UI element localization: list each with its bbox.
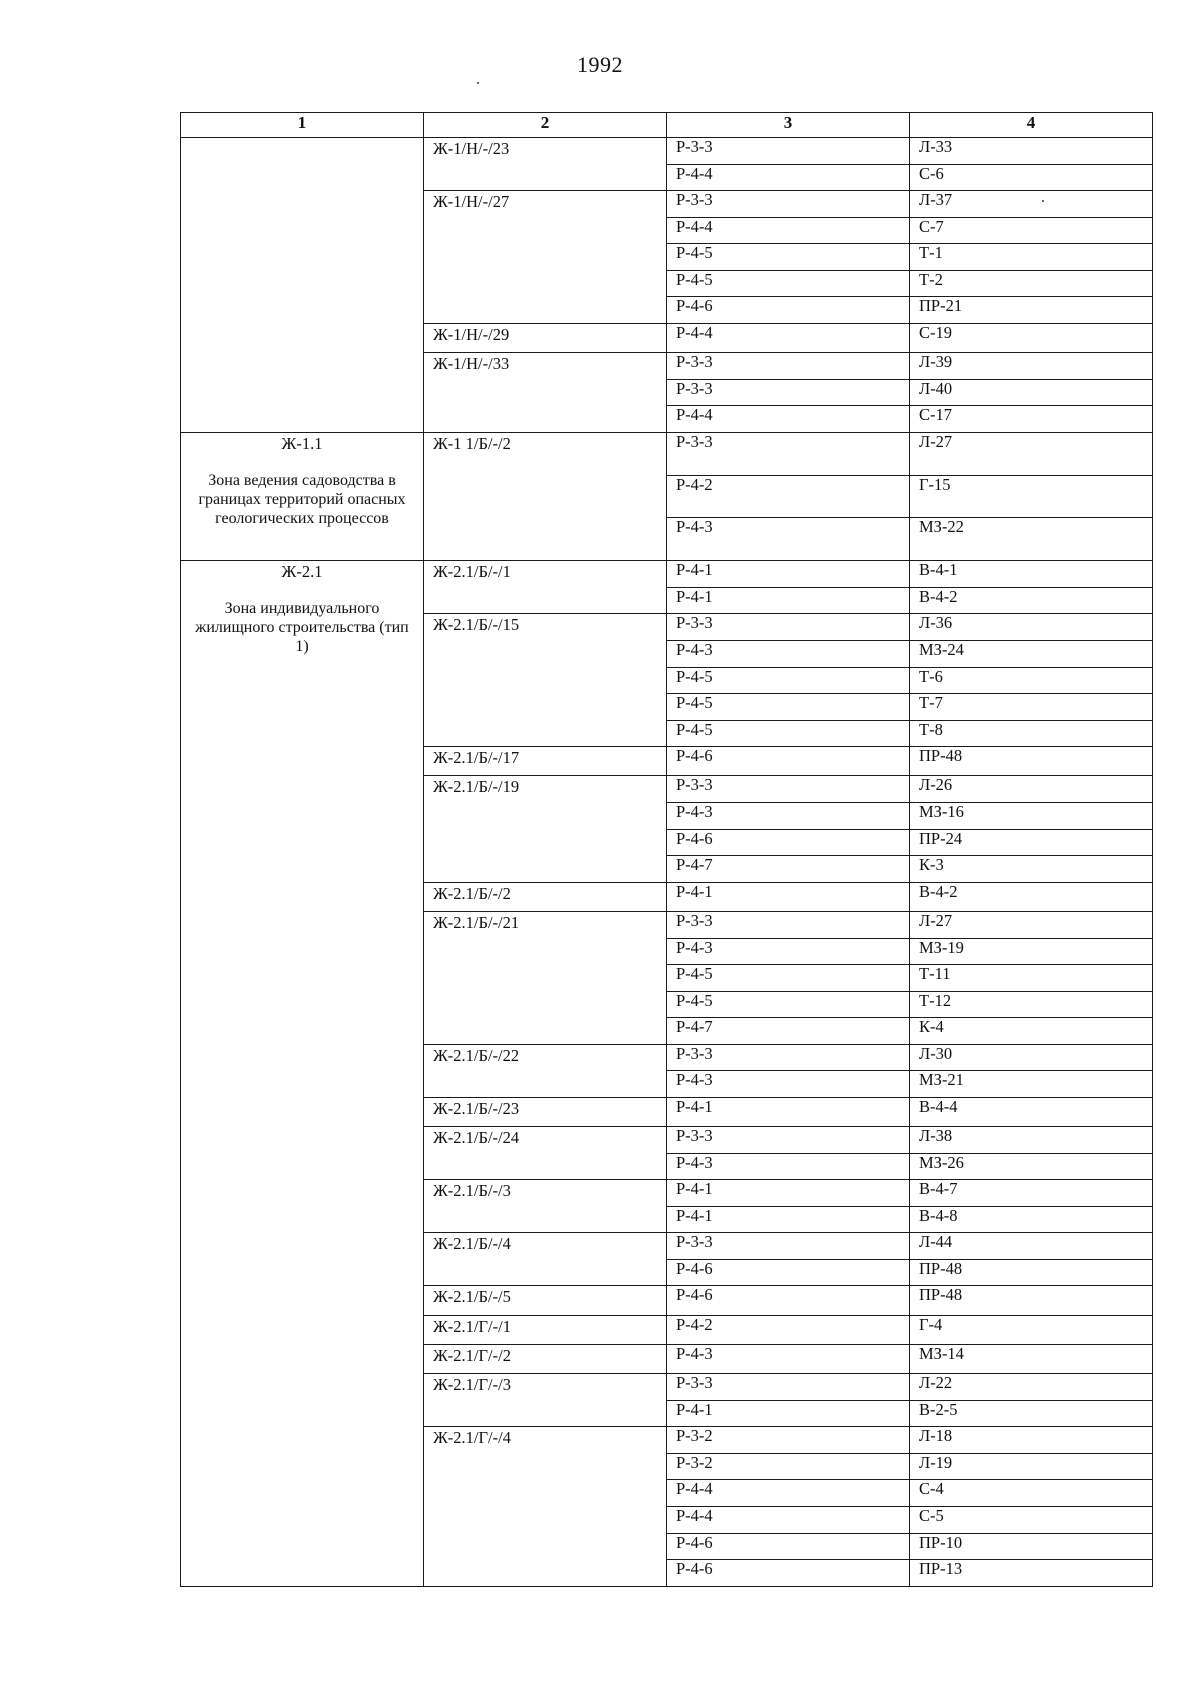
object-code-cell: Л-38	[910, 1127, 1153, 1154]
regulation-code-cell: Р-4-3	[667, 518, 910, 561]
regulation-code-cell: Р-3-3	[667, 1233, 910, 1260]
subzone-code-cell: Ж-2.1/Б/-/4	[424, 1233, 667, 1286]
object-code-cell: Г-4	[910, 1315, 1153, 1344]
regulation-code-cell: Р-4-6	[667, 297, 910, 324]
object-code-cell: Т-8	[910, 720, 1153, 747]
regulation-code-cell: Р-3-3	[667, 776, 910, 803]
subzone-code-cell: Ж-1 1/Б/-/2	[424, 432, 667, 560]
regulation-code-cell: Р-3-3	[667, 1044, 910, 1071]
regulation-code-cell: Р-4-1	[667, 1206, 910, 1233]
regulation-code-cell: Р-3-2	[667, 1453, 910, 1480]
object-code-cell: Т-6	[910, 667, 1153, 694]
regulation-code-cell: Р-4-4	[667, 164, 910, 191]
subzone-code-cell: Ж-1/Н/-/29	[424, 323, 667, 352]
object-code-cell: ПР-24	[910, 829, 1153, 856]
subzone-code-cell: Ж-2.1/Б/-/15	[424, 614, 667, 747]
column-header: 4	[910, 113, 1153, 138]
object-code-cell: Л-40	[910, 379, 1153, 406]
object-code-cell: Л-19	[910, 1453, 1153, 1480]
subzone-code-cell: Ж-2.1/Г/-/4	[424, 1427, 667, 1587]
regulation-code-cell: Р-4-1	[667, 561, 910, 588]
object-code-cell: ПР-13	[910, 1560, 1153, 1587]
regulation-code-cell: Р-4-6	[667, 829, 910, 856]
object-code-cell: ПР-48	[910, 1286, 1153, 1315]
object-code-cell: Т-7	[910, 694, 1153, 721]
regulation-code-cell: Р-4-4	[667, 217, 910, 244]
regulation-code-cell: Р-4-7	[667, 1018, 910, 1045]
zone-name: Зона ведения садоводства в границах территорий опасных геологических процессов	[198, 471, 406, 527]
regulation-code-cell: Р-4-2	[667, 475, 910, 518]
zone-cell	[181, 432, 424, 560]
zones-table	[180, 112, 1153, 1587]
table-row	[181, 561, 1153, 588]
regulation-code-cell: Р-4-2	[667, 1315, 910, 1344]
subzone-code-cell: Ж-2.1/Б/-/2	[424, 882, 667, 911]
object-code-cell: МЗ-24	[910, 641, 1153, 668]
table-row	[181, 432, 1153, 475]
object-code-cell: Л-26	[910, 776, 1153, 803]
regulation-code-cell: Р-4-5	[667, 991, 910, 1018]
zone-code: Ж-2.1	[281, 562, 323, 582]
scan-speck	[477, 82, 479, 84]
regulation-code-cell: Р-3-3	[667, 1127, 910, 1154]
object-code-cell: Т-1	[910, 244, 1153, 271]
object-code-cell: С-6	[910, 164, 1153, 191]
zone-cell	[181, 138, 424, 433]
subzone-code-cell: Ж-2.1/Г/-/2	[424, 1344, 667, 1373]
regulation-code-cell: Р-4-3	[667, 803, 910, 830]
subzone-code-cell: Ж-1/Н/-/23	[424, 138, 667, 191]
zone-name: Зона индивидуального жилищного строительства (тип 1)	[195, 600, 409, 656]
column-header: 1	[181, 113, 424, 138]
object-code-cell: Т-12	[910, 991, 1153, 1018]
regulation-code-cell: Р-4-6	[667, 1533, 910, 1560]
regulation-code-cell: Р-3-3	[667, 379, 910, 406]
object-code-cell: МЗ-22	[910, 518, 1153, 561]
object-code-cell: В-4-7	[910, 1180, 1153, 1207]
regulation-code-cell: Р-3-3	[667, 191, 910, 218]
regulation-code-cell: Р-3-3	[667, 911, 910, 938]
regulation-code-cell: Р-3-2	[667, 1427, 910, 1454]
subzone-code-cell: Ж-2.1/Б/-/21	[424, 911, 667, 1044]
regulation-code-cell: Р-4-1	[667, 1097, 910, 1126]
header-row	[181, 113, 1153, 138]
subzone-code-cell: Ж-1/Н/-/27	[424, 191, 667, 324]
object-code-cell: Г-15	[910, 475, 1153, 518]
regulation-code-cell: Р-4-6	[667, 1259, 910, 1286]
regulation-code-cell: Р-4-3	[667, 1344, 910, 1373]
object-code-cell: Л-44	[910, 1233, 1153, 1260]
column-header: 2	[424, 113, 667, 138]
object-code-cell: В-4-8	[910, 1206, 1153, 1233]
regulation-code-cell: Р-4-5	[667, 720, 910, 747]
object-code-cell: В-4-1	[910, 561, 1153, 588]
subzone-code-cell: Ж-2.1/Б/-/22	[424, 1044, 667, 1097]
subzone-code-cell: Ж-2.1/Б/-/23	[424, 1097, 667, 1126]
regulation-code-cell: Р-3-3	[667, 1374, 910, 1401]
subzone-code-cell: Ж-2.1/Г/-/1	[424, 1315, 667, 1344]
object-code-cell: Л-30	[910, 1044, 1153, 1071]
regulation-code-cell: Р-4-1	[667, 882, 910, 911]
regulation-code-cell: Р-3-3	[667, 353, 910, 380]
object-code-cell: МЗ-19	[910, 938, 1153, 965]
subzone-code-cell: Ж-2.1/Б/-/1	[424, 561, 667, 614]
object-code-cell: В-2-5	[910, 1400, 1153, 1427]
object-code-cell: Л-27	[910, 432, 1153, 475]
object-code-cell: В-4-4	[910, 1097, 1153, 1126]
regulation-code-cell: Р-4-4	[667, 323, 910, 352]
column-header: 3	[667, 113, 910, 138]
regulation-code-cell: Р-4-3	[667, 641, 910, 668]
table-row	[181, 138, 1153, 165]
object-code-cell: С-5	[910, 1506, 1153, 1533]
regulation-code-cell: Р-4-3	[667, 1153, 910, 1180]
regulation-code-cell: Р-3-3	[667, 432, 910, 475]
regulation-code-cell: Р-3-3	[667, 614, 910, 641]
object-code-cell: Л-18	[910, 1427, 1153, 1454]
regulation-code-cell: Р-4-1	[667, 1180, 910, 1207]
regulation-code-cell: Р-4-1	[667, 587, 910, 614]
object-code-cell: Л-27	[910, 911, 1153, 938]
regulation-code-cell: Р-4-4	[667, 1480, 910, 1507]
zone-cell	[181, 561, 424, 1587]
subzone-code-cell: Ж-2.1/Г/-/3	[424, 1374, 667, 1427]
object-code-cell: ПР-48	[910, 747, 1153, 776]
object-code-cell: Л-37	[910, 191, 1153, 218]
regulation-code-cell: Р-4-1	[667, 1400, 910, 1427]
object-code-cell: Л-39	[910, 353, 1153, 380]
object-code-cell: ПР-21	[910, 297, 1153, 324]
object-code-cell: К-3	[910, 856, 1153, 883]
regulation-code-cell: Р-4-5	[667, 270, 910, 297]
object-code-cell: Т-11	[910, 965, 1153, 992]
object-code-cell: Л-33	[910, 138, 1153, 165]
regulation-code-cell: Р-4-5	[667, 965, 910, 992]
object-code-cell: С-17	[910, 406, 1153, 433]
regulation-code-cell: Р-4-4	[667, 1506, 910, 1533]
object-code-cell: С-4	[910, 1480, 1153, 1507]
regulation-code-cell: Р-4-6	[667, 747, 910, 776]
subzone-code-cell: Ж-2.1/Б/-/3	[424, 1180, 667, 1233]
subzone-code-cell: Ж-2.1/Б/-/5	[424, 1286, 667, 1315]
subzone-code-cell: Ж-1/Н/-/33	[424, 353, 667, 433]
object-code-cell: Т-2	[910, 270, 1153, 297]
regulation-code-cell: Р-3-3	[667, 138, 910, 165]
zone-code: Ж-1.1	[281, 433, 323, 453]
subzone-code-cell: Ж-2.1/Б/-/19	[424, 776, 667, 882]
object-code-cell: МЗ-21	[910, 1071, 1153, 1098]
page-number: 1992	[577, 52, 623, 77]
regulation-code-cell: Р-4-6	[667, 1286, 910, 1315]
subzone-code-cell: Ж-2.1/Б/-/24	[424, 1127, 667, 1180]
object-code-cell: МЗ-14	[910, 1344, 1153, 1373]
object-code-cell: В-4-2	[910, 882, 1153, 911]
regulation-code-cell: Р-4-5	[667, 244, 910, 271]
object-code-cell: С-7	[910, 217, 1153, 244]
regulation-code-cell: Р-4-7	[667, 856, 910, 883]
regulation-code-cell: Р-4-3	[667, 1071, 910, 1098]
object-code-cell: К-4	[910, 1018, 1153, 1045]
object-code-cell: С-19	[910, 323, 1153, 352]
regulation-code-cell: Р-4-5	[667, 667, 910, 694]
object-code-cell: Л-36	[910, 614, 1153, 641]
subzone-code-cell: Ж-2.1/Б/-/17	[424, 747, 667, 776]
regulation-code-cell: Р-4-4	[667, 406, 910, 433]
regulation-code-cell: Р-4-6	[667, 1560, 910, 1587]
regulation-code-cell: Р-4-3	[667, 938, 910, 965]
object-code-cell: Л-22	[910, 1374, 1153, 1401]
object-code-cell: МЗ-16	[910, 803, 1153, 830]
regulation-code-cell: Р-4-5	[667, 694, 910, 721]
object-code-cell: МЗ-26	[910, 1153, 1153, 1180]
table-body	[181, 138, 1153, 1587]
object-code-cell: ПР-10	[910, 1533, 1153, 1560]
object-code-cell: ПР-48	[910, 1259, 1153, 1286]
object-code-cell: В-4-2	[910, 587, 1153, 614]
